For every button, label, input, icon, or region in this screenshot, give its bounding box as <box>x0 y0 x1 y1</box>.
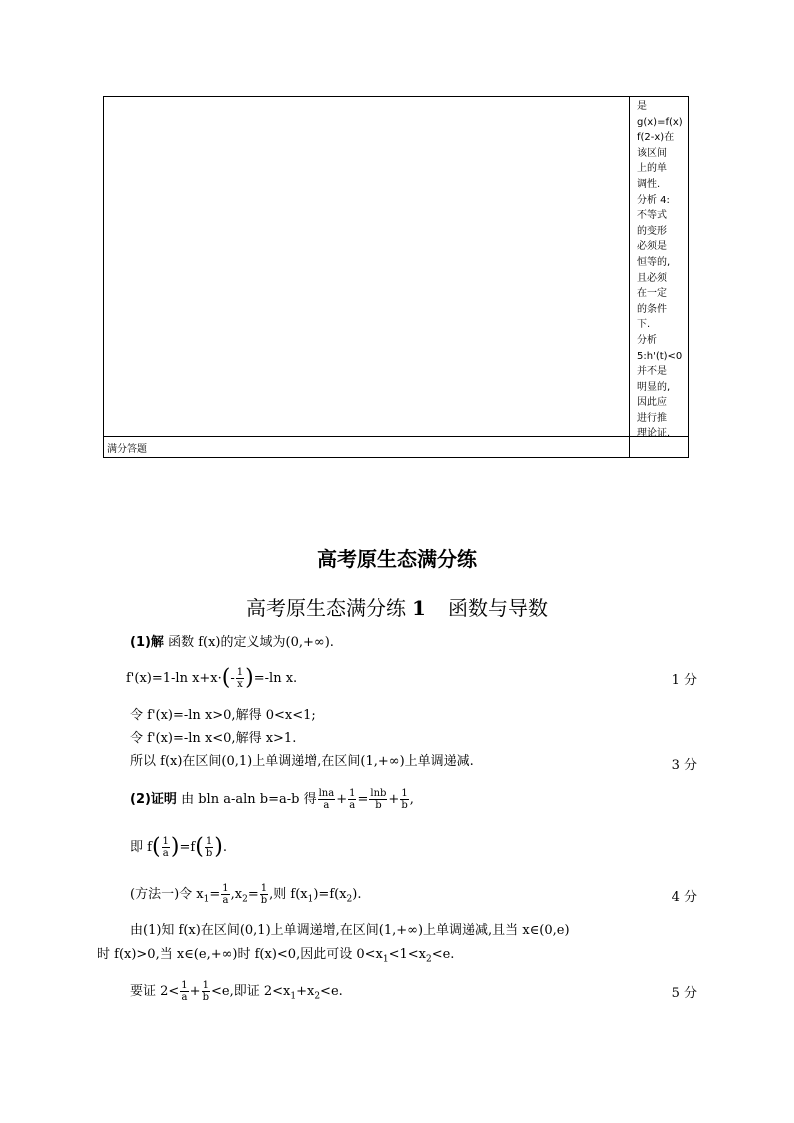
table-note-line: 明显的, <box>637 381 671 393</box>
table-note-line: 恒等的, <box>637 256 671 268</box>
table-note-line: 因此应 <box>637 397 667 409</box>
subscript: 1 <box>382 954 389 965</box>
fraction <box>202 980 210 1003</box>
denominator: a <box>181 992 188 1003</box>
denominator: a <box>323 800 330 811</box>
subscript: 1 <box>290 991 297 1002</box>
table-note-column <box>637 99 687 442</box>
subscript: 1 <box>307 894 314 905</box>
part1-label: (1)解 <box>130 635 164 650</box>
score-mark: 4 分 <box>671 890 697 905</box>
line-text: <e. <box>320 984 343 999</box>
line-text: <e,即证 2<x <box>210 984 291 999</box>
table-note-line: 调性. <box>637 178 661 190</box>
line-text: - <box>230 671 235 686</box>
solution-line-8 <box>130 883 362 909</box>
operator: + <box>388 792 400 807</box>
page-title: 高考原生态满分练 <box>317 547 477 571</box>
numerator: 1 <box>205 836 213 847</box>
section-heading <box>0 592 794 621</box>
line-text: , <box>409 792 414 807</box>
line-text: (方法一)令 x <box>130 887 204 902</box>
table-note-line: 不等式 <box>637 210 667 222</box>
subscript: 2 <box>346 894 353 905</box>
operator: = <box>247 887 259 902</box>
numerator: lna <box>318 788 335 799</box>
line-text: 时 f(x)>0,当 x∈(e,+∞)时 f(x)<0,因此可设 0<x <box>97 947 383 962</box>
numerator: 1 <box>181 980 188 991</box>
solution-line-11 <box>130 980 343 1006</box>
table-note-line: f(2-x)在 <box>637 132 675 144</box>
solution-line-1 <box>130 634 334 652</box>
subscript: 1 <box>203 894 210 905</box>
fraction <box>348 788 356 811</box>
operator: = <box>209 887 221 902</box>
denominator: b <box>401 800 408 811</box>
fraction <box>369 788 387 811</box>
solution-line-6 <box>130 788 414 811</box>
table-note-line: 进行推 <box>637 412 667 424</box>
numerator: lnb <box>370 788 387 799</box>
fraction <box>318 788 336 811</box>
numerator: 1 <box>349 788 356 799</box>
line-text: 由 bln a-aln b=a-b 得 <box>181 792 317 807</box>
solution-line-2: f'(x)=1-ln x+x·(- $\frac{1}{x}$ )=-ln x. <box>126 665 298 691</box>
line-text: ). <box>352 887 362 902</box>
denominator: a <box>222 895 229 906</box>
table-note-line: 必须是 <box>637 241 667 253</box>
analysis-table <box>103 96 689 458</box>
solution-line-10 <box>97 946 454 969</box>
fraction <box>260 883 268 906</box>
table-note-line: 理论证. <box>637 428 671 440</box>
solution-line-7: 即 f( $\frac{1}{a}$ )=f( $\frac{1}{b}$ ). <box>130 834 227 860</box>
table-note-line: 的变形 <box>637 225 667 237</box>
score-mark: 5 分 <box>671 986 697 1001</box>
line-text: ,则 f(x <box>269 887 308 902</box>
numerator: 1 <box>222 883 229 894</box>
subscript: 2 <box>425 954 432 965</box>
numerator: 1 <box>202 980 209 991</box>
numerator: 1 <box>401 788 408 799</box>
subscript: 2 <box>242 894 248 905</box>
table-note-line: 且必须 <box>637 272 667 284</box>
line-text: 函数 f(x)的定义域为(0,+∞). <box>168 635 334 650</box>
line-text: . <box>222 840 227 855</box>
table-column-divider <box>629 97 630 457</box>
table-note-line: 上的单 <box>637 163 667 175</box>
denominator: a <box>349 800 356 811</box>
table-note-line: 5:h'(t)<0 <box>637 350 683 362</box>
denominator: x <box>237 679 243 690</box>
numerator: 1 <box>260 883 268 894</box>
solution-line-3: 令 f'(x)=-ln x>0,解得 0<x<1; <box>130 708 316 723</box>
table-footer-label: 满分答题 <box>107 444 147 455</box>
fraction <box>205 836 213 859</box>
table-note-line: 该区间 <box>637 147 667 159</box>
operator: + <box>336 792 348 807</box>
table-row-divider <box>104 436 688 437</box>
denominator: b <box>375 800 382 811</box>
fraction <box>400 788 408 811</box>
line-text: 即 f <box>130 840 152 855</box>
fraction <box>236 667 244 690</box>
table-note-line: 分析 <box>637 334 657 346</box>
fraction <box>162 836 170 859</box>
numerator: 1 <box>236 667 244 678</box>
solution-line-4: 令 f'(x)=-ln x<0,解得 x>1. <box>130 731 297 746</box>
table-note-line: 下. <box>637 319 651 331</box>
line-text: <e. <box>431 947 455 962</box>
denominator: b <box>260 895 268 906</box>
solution-line-5: 所以 f(x)在区间(0,1)上单调递增,在区间(1,+∞)上单调递减. <box>130 754 474 769</box>
solution-line-9: 由(1)知 f(x)在区间(0,1)上单调递增,在区间(1,+∞)上单调递减,且当 x∈(0,e) <box>130 923 570 938</box>
section-prefix: 高考原生态满分练 <box>246 596 407 620</box>
denominator: b <box>202 992 209 1003</box>
table-note-line: 在一定 <box>637 288 667 300</box>
line-text: 要证 2< <box>130 984 180 999</box>
line-text: =-ln x. <box>253 671 298 686</box>
line-text: )=f(x <box>313 887 347 902</box>
fraction <box>180 980 188 1003</box>
line-text: <1<x <box>388 947 426 962</box>
operator: + <box>189 984 201 999</box>
table-note-line: 的条件 <box>637 303 667 315</box>
denominator: a <box>162 848 169 859</box>
score-mark: 1 分 <box>671 673 697 688</box>
denominator: b <box>205 848 213 859</box>
operator: = <box>357 792 369 807</box>
line-text: +x <box>296 984 315 999</box>
line-text: ,x <box>230 887 243 902</box>
line-text: f'(x)=1-ln x+x· <box>126 671 222 686</box>
score-mark: 3 分 <box>671 758 697 773</box>
table-note-line: 是 <box>637 101 647 112</box>
line-text: =f <box>179 840 196 855</box>
table-note-line: 并不是 <box>637 366 667 378</box>
fraction <box>221 883 229 906</box>
table-note-line: g(x)=f(x) <box>637 116 683 128</box>
numerator: 1 <box>162 836 169 847</box>
section-topic: 函数与导数 <box>447 596 548 620</box>
subscript: 2 <box>314 991 321 1002</box>
section-number: 1 <box>412 596 426 620</box>
table-note-line: 分析 4: <box>637 194 670 206</box>
part2-label: (2)证明 <box>130 792 177 807</box>
